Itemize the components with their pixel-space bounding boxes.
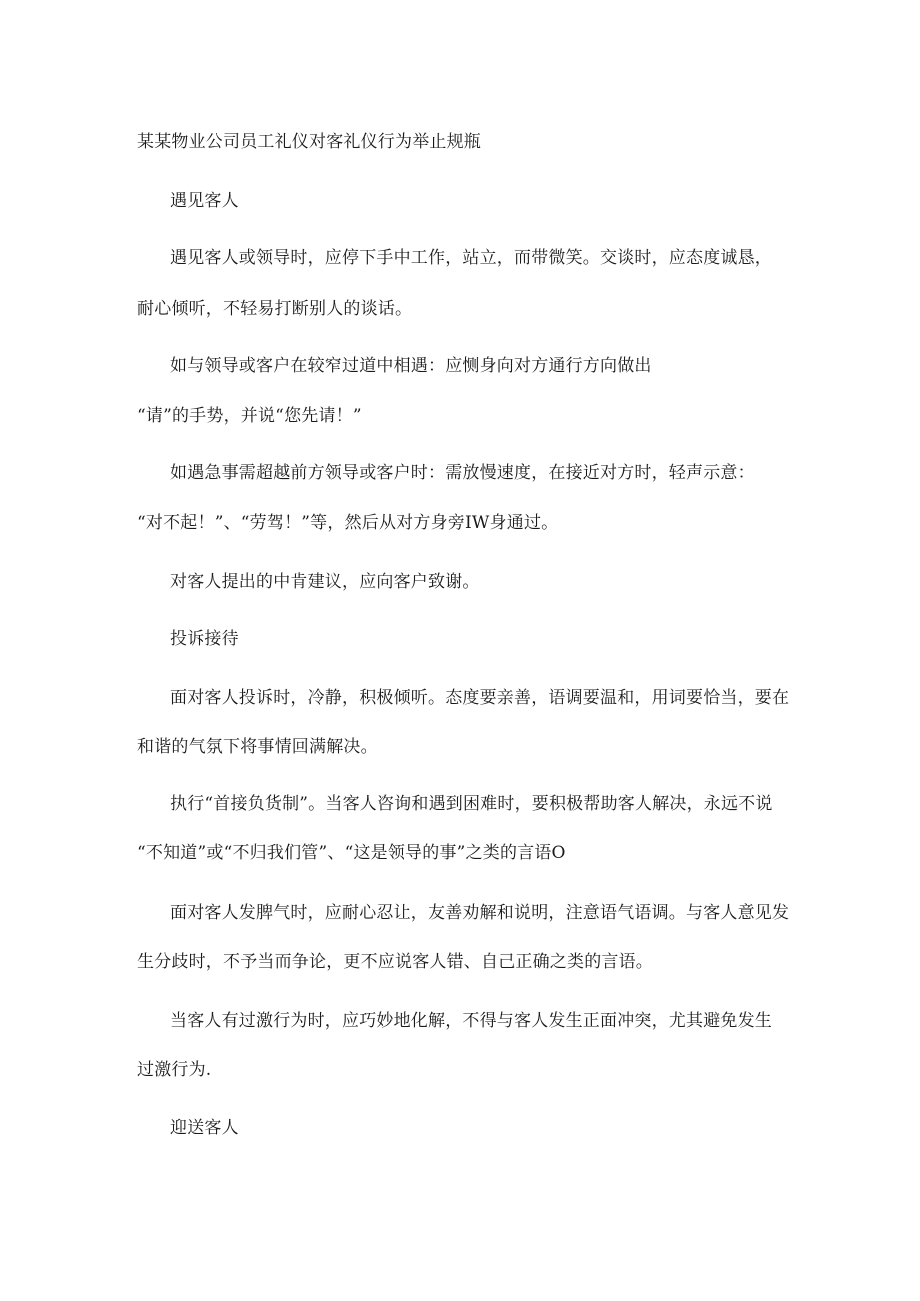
section-heading-welcome-guests: 迎送客人 [170,1118,239,1138]
paragraph-line: 面对客人投诉时，冷静，积极倾听。态度要亲善，语调要温和，用词要恰当，要在 [170,688,790,708]
paragraph-line: 和谐的气氛下将事情回满解决。 [137,737,378,757]
section-heading-meet-guests: 遇见客人 [170,191,239,211]
paragraph-line: “对不起！”、“劳驾！”等，然后从对方身旁IW身通过。 [137,513,559,533]
paragraph-line: 过激行为. [137,1060,212,1080]
paragraph-line: 面对客人发脾气时，应耐心忍让，友善劝解和说明，注意语气语调。与客人意见发 [170,903,790,923]
paragraph-line: 如遇急事需超越前方领导或客户时：需放慢速度，在接近对方时，轻声示意： [170,463,755,483]
paragraph-line: 生分歧时，不予当而争论，更不应说客人错、自己正确之类的言语。 [137,952,653,972]
paragraph-line: 对客人提出的中肯建议，应向客户致谢。 [170,572,480,592]
paragraph-line: “不知道”或“不归我们管”、“这是领导的事”之类的言语O [137,843,566,863]
paragraph-line: 如与领导或客户在较窄过道中相遇：应恻身向对方通行方向做出 [170,356,652,376]
paragraph-line: 耐心倾听，不轻易打断别人的谈话。 [137,299,413,319]
paragraph-line: 遇见客人或领导时，应停下手中工作，站立，而带微笑。交谈时，应态度诚恳， [170,248,772,268]
section-heading-complaint-reception: 投诉接待 [170,629,239,649]
document-title: 某某物业公司员工礼仪对客礼仪行为举止规瓶 [137,132,481,152]
paragraph-line: “请”的手势，并说“您先请！” [137,406,362,426]
paragraph-line: 当客人有过激行为时，应巧妙地化解，不得与客人发生正面冲突，尤其避免发生 [170,1011,772,1031]
paragraph-line: 执行“首接负货制”。当客人咨询和遇到困难时，要积极帮助客人解决，永远不说 [170,794,773,814]
